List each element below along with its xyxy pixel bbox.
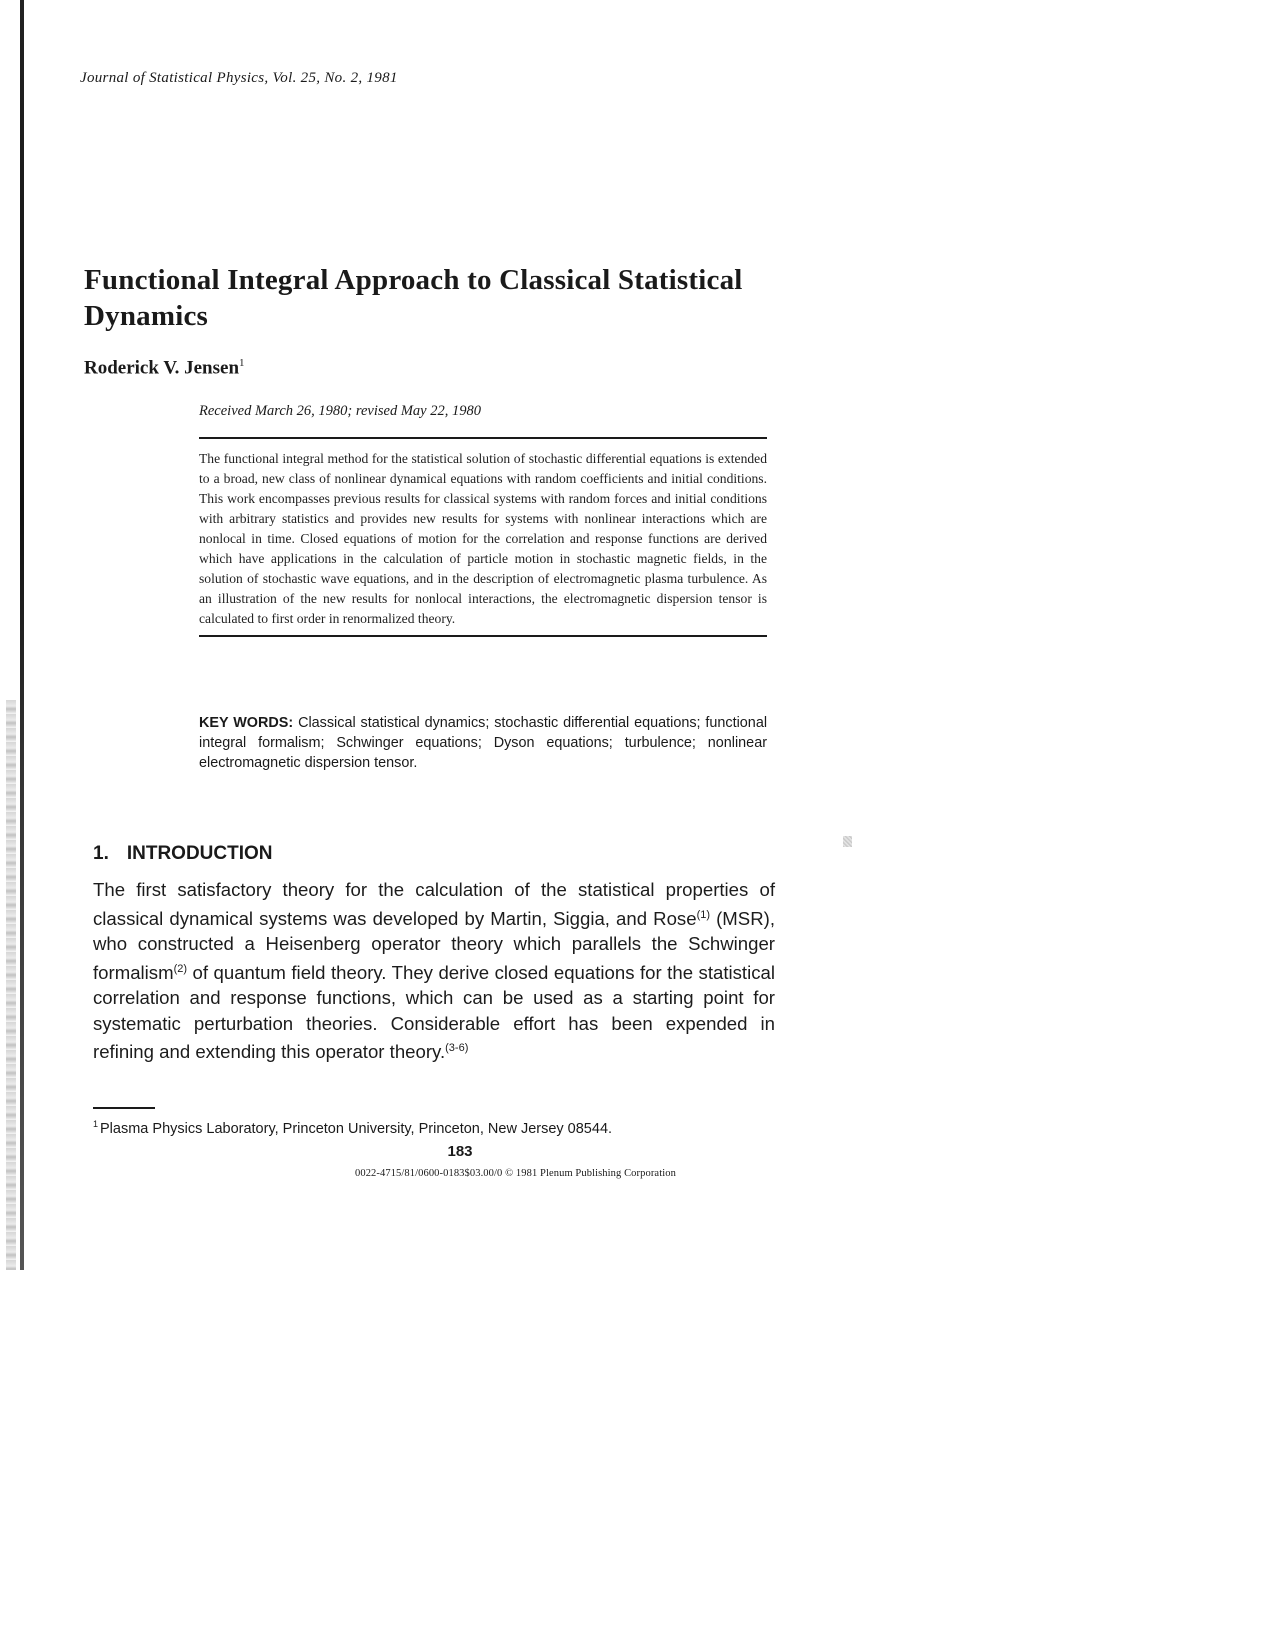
section-number: 1.	[93, 843, 109, 864]
intro-text-part-3: of quantum field theory. They derive closed equations for the statistical correlation and response functions, which can be used as a starting point for systematic perturbation theories. Considerable effort has been expended in refining and extending this operator theory.	[93, 961, 775, 1063]
article-title: Functional Integral Approach to Classical Statistical Dynamics	[84, 264, 743, 332]
keywords-label: KEY WORDS:	[199, 715, 294, 731]
scan-speck	[843, 836, 852, 847]
citation-2: (2)	[173, 962, 188, 975]
footnote-rule	[93, 1107, 155, 1109]
scan-binding-shadow	[6, 700, 16, 1270]
footnote	[93, 1119, 612, 1137]
section-title: INTRODUCTION	[126, 843, 273, 864]
author-name: Roderick V. Jensen	[84, 357, 240, 379]
intro-text-part-2: (MSR), who constructed a Heisenberg operator theory which parallels the Schwinger formalism	[93, 907, 775, 983]
page-number: 183	[447, 1143, 473, 1160]
introduction-paragraph	[93, 877, 775, 1065]
citation-3-6: (3-6)	[445, 1042, 469, 1055]
author-footnote-mark: 1	[239, 357, 245, 369]
scan-binding-edge	[20, 0, 24, 1270]
citation-1: (1)	[696, 908, 711, 921]
footnote-mark: 1	[93, 1119, 99, 1129]
section-heading-introduction	[93, 843, 273, 865]
abstract: The functional integral method for the statistical solution of stochastic differential equations is extended to a broad, new class of nonlinear dynamical equations with random coefficients and initial conditions. This work encompasses previous results for classical systems with random forces and initial conditions with arbitrary statistics and provides new results for systems with nonlinear interactions which are nonlocal in time. Closed equations of motion for the correlation and response functions are derived which have applications in the calculation of particle motion in stochastic magnetic fields, in the solution of stochastic wave equations, and in the description of electromagnetic plasma turbulence. As an illustration of the new results for nonlocal interactions, the electromagnetic dispersion tensor is calculated to first order in renormalized theory.	[199, 437, 767, 637]
keywords-text: Classical statistical dynamics; stochastic differential equations; functional integral formalism; Schwinger equations; Dyson equations; turbulence; nonlinear electromagnetic dispersion tensor.	[199, 715, 768, 771]
intro-text-part-1: The first satisfactory theory for the calculation of the statistical properties of classical dynamical systems was developed by Martin, Siggia, and Rose	[93, 879, 775, 929]
footnote-text: Plasma Physics Laboratory, Princeton University, Princeton, New Jersey 08544.	[100, 1120, 613, 1137]
journal-header: Journal of Statistical Physics, Vol. 25, No. 2, 1981	[80, 70, 398, 86]
copyright-line: 0022-4715/81/0600-0183$03.00/0 © 1981 Plenum Publishing Corporation	[355, 1168, 676, 1179]
keywords	[199, 713, 767, 773]
author-line	[84, 357, 245, 379]
received-dates: Received March 26, 1980; revised May 22, 1980	[199, 403, 481, 419]
